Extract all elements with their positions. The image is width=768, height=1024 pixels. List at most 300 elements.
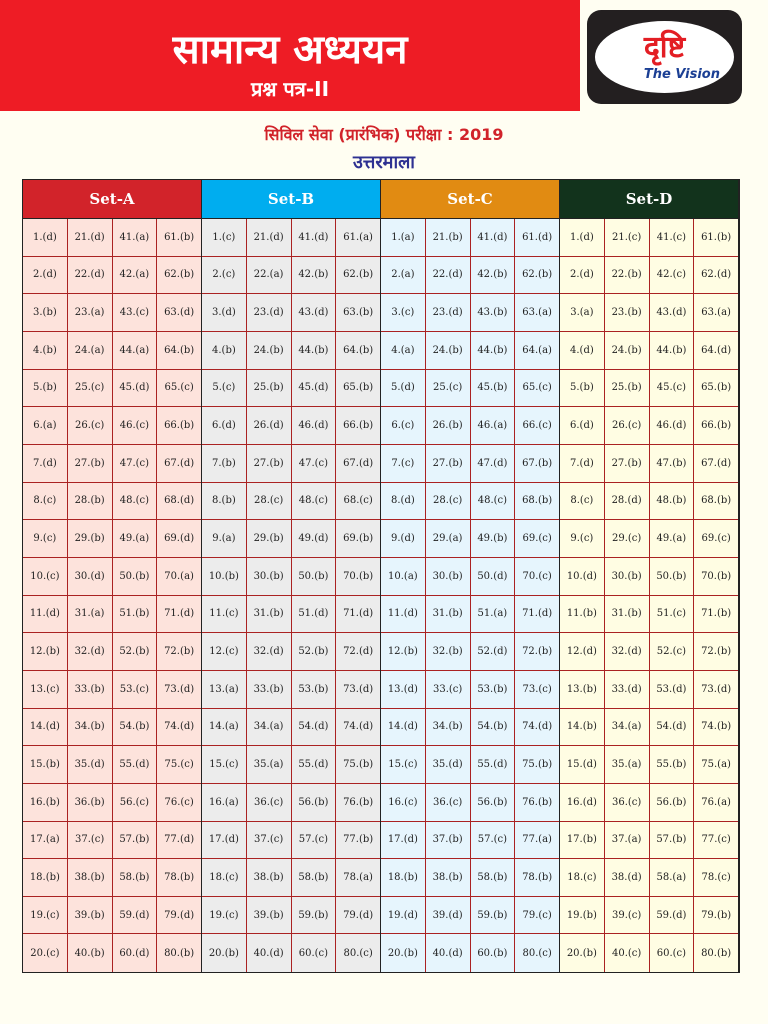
answer-cell: 7.(d): [23, 445, 68, 483]
answer-cell: 55.(d): [113, 746, 158, 784]
answer-cell: 25.(c): [426, 370, 471, 408]
answer-cell: 15.(c): [381, 746, 426, 784]
table-row: [23, 859, 201, 897]
answer-cell: 17.(d): [202, 822, 247, 860]
answer-cell: 31.(b): [605, 596, 650, 634]
answer-cell: 43.(d): [650, 294, 695, 332]
answer-cell: 56.(c): [113, 784, 158, 822]
answer-cell: 24.(b): [247, 332, 292, 370]
answer-cell: 1.(c): [202, 219, 247, 257]
answer-cell: 28.(c): [247, 483, 292, 521]
table-row: [202, 558, 380, 596]
answer-cell: 4.(b): [202, 332, 247, 370]
answer-cell: 55.(d): [292, 746, 337, 784]
answer-cell: 6.(d): [202, 407, 247, 445]
answer-cell: 19.(c): [23, 897, 68, 935]
table-row: [202, 294, 380, 332]
answer-cell: 46.(d): [292, 407, 337, 445]
table-row: [202, 483, 380, 521]
answer-cell: 21.(d): [247, 219, 292, 257]
answer-cell: 72.(d): [336, 633, 380, 671]
answer-cell: 26.(c): [68, 407, 113, 445]
table-row: [381, 784, 559, 822]
table-row: [560, 483, 738, 521]
answer-cell: 76.(b): [515, 784, 559, 822]
answer-cell: 74.(d): [515, 709, 559, 747]
answer-cell: 46.(c): [113, 407, 158, 445]
table-row: [560, 897, 738, 935]
answer-cell: 10.(a): [381, 558, 426, 596]
answer-cell: 6.(c): [381, 407, 426, 445]
table-row: [560, 257, 738, 295]
answer-cell: 37.(c): [247, 822, 292, 860]
answer-cell: 64.(a): [515, 332, 559, 370]
answer-cell: 59.(b): [292, 897, 337, 935]
table-row: [202, 633, 380, 671]
answer-cell: 58.(b): [292, 859, 337, 897]
answer-cell: 57.(c): [292, 822, 337, 860]
answer-cell: 40.(c): [605, 934, 650, 972]
table-row: [381, 407, 559, 445]
answer-cell: 80.(c): [515, 934, 559, 972]
page-subtitle: प्रश्न पत्र-II: [250, 77, 330, 101]
table-row: [23, 483, 201, 521]
answer-cell: 64.(b): [157, 332, 201, 370]
answer-cell: 13.(d): [381, 671, 426, 709]
answer-cell: 41.(a): [113, 219, 158, 257]
table-row: [381, 859, 559, 897]
table-row: [381, 445, 559, 483]
answer-cell: 37.(b): [426, 822, 471, 860]
answer-cell: 51.(b): [113, 596, 158, 634]
answer-cell: 28.(b): [68, 483, 113, 521]
answer-cell: 70.(b): [336, 558, 380, 596]
answer-cell: 19.(d): [381, 897, 426, 935]
table-row: [23, 370, 201, 408]
logo-english-text: The Vision: [643, 67, 720, 82]
table-row: [560, 671, 738, 709]
answer-cell: 66.(b): [694, 407, 738, 445]
answer-cell: 48.(c): [113, 483, 158, 521]
answer-cell: 47.(c): [292, 445, 337, 483]
answer-cell: 49.(a): [650, 520, 695, 558]
answer-cell: 59.(d): [113, 897, 158, 935]
answer-cell: 20.(c): [23, 934, 68, 972]
answer-cell: 30.(d): [68, 558, 113, 596]
answer-cell: 63.(a): [515, 294, 559, 332]
answer-cell: 28.(c): [426, 483, 471, 521]
set-rows: [23, 219, 201, 972]
answer-cell: 24.(a): [68, 332, 113, 370]
answer-cell: 7.(c): [381, 445, 426, 483]
answer-cell: 29.(b): [247, 520, 292, 558]
answer-cell: 10.(c): [23, 558, 68, 596]
answer-cell: 18.(b): [381, 859, 426, 897]
page-title: सामान्य अध्ययन: [172, 27, 408, 73]
answer-cell: 47.(c): [113, 445, 158, 483]
answer-cell: 3.(a): [560, 294, 605, 332]
answer-cell: 60.(d): [113, 934, 158, 972]
answer-cell: 58.(b): [113, 859, 158, 897]
answer-cell: 62.(d): [694, 257, 738, 295]
answer-cell: 3.(d): [202, 294, 247, 332]
answer-cell: 40.(d): [426, 934, 471, 972]
table-row: [23, 445, 201, 483]
answer-cell: 32.(d): [247, 633, 292, 671]
answer-cell: 10.(b): [202, 558, 247, 596]
answer-cell: 62.(b): [157, 257, 201, 295]
table-row: [23, 671, 201, 709]
answer-cell: 53.(c): [113, 671, 158, 709]
answer-cell: 76.(b): [336, 784, 380, 822]
answer-cell: 54.(d): [650, 709, 695, 747]
answer-cell: 14.(a): [202, 709, 247, 747]
answer-cell: 44.(b): [471, 332, 516, 370]
answer-cell: 15.(b): [23, 746, 68, 784]
answer-cell: 32.(d): [605, 633, 650, 671]
answer-cell: 27.(b): [426, 445, 471, 483]
answer-cell: 5.(b): [560, 370, 605, 408]
table-row: [381, 633, 559, 671]
answer-cell: 19.(c): [202, 897, 247, 935]
answer-cell: 45.(d): [292, 370, 337, 408]
answer-cell: 65.(b): [694, 370, 738, 408]
answer-cell: 34.(a): [605, 709, 650, 747]
answer-cell: 80.(b): [157, 934, 201, 972]
answer-cell: 71.(d): [157, 596, 201, 634]
answer-cell: 78.(a): [336, 859, 380, 897]
answer-cell: 58.(a): [650, 859, 695, 897]
answer-cell: 50.(b): [292, 558, 337, 596]
set-column-c: [381, 180, 559, 972]
table-row: [560, 294, 738, 332]
answer-cell: 49.(d): [292, 520, 337, 558]
set-header: Set-D: [560, 180, 738, 219]
answer-cell: 9.(c): [560, 520, 605, 558]
table-row: [23, 257, 201, 295]
answer-cell: 73.(d): [694, 671, 738, 709]
table-row: [560, 709, 738, 747]
table-row: [381, 483, 559, 521]
table-row: [23, 219, 201, 257]
table-row: [202, 219, 380, 257]
answer-cell: 61.(a): [336, 219, 380, 257]
answer-cell: 67.(d): [157, 445, 201, 483]
answer-cell: 67.(d): [336, 445, 380, 483]
table-row: [23, 294, 201, 332]
answer-cell: 79.(b): [694, 897, 738, 935]
answer-cell: 11.(d): [381, 596, 426, 634]
table-row: [381, 897, 559, 935]
answer-cell: 59.(d): [650, 897, 695, 935]
answer-cell: 58.(b): [471, 859, 516, 897]
answer-cell: 42.(b): [292, 257, 337, 295]
answer-cell: 10.(d): [560, 558, 605, 596]
answer-cell: 1.(a): [381, 219, 426, 257]
answer-cell: 22.(b): [605, 257, 650, 295]
table-row: [23, 332, 201, 370]
answer-cell: 22.(a): [247, 257, 292, 295]
answer-cell: 71.(d): [515, 596, 559, 634]
table-row: [202, 332, 380, 370]
answer-cell: 52.(c): [650, 633, 695, 671]
answer-cell: 6.(d): [560, 407, 605, 445]
answer-cell: 75.(c): [157, 746, 201, 784]
answer-cell: 11.(d): [23, 596, 68, 634]
answer-cell: 65.(c): [157, 370, 201, 408]
answer-cell: 33.(b): [68, 671, 113, 709]
answer-cell: 43.(b): [471, 294, 516, 332]
answer-cell: 23.(b): [605, 294, 650, 332]
answer-cell: 24.(b): [605, 332, 650, 370]
answer-cell: 52.(d): [471, 633, 516, 671]
answer-cell: 54.(b): [113, 709, 158, 747]
answer-cell: 77.(b): [336, 822, 380, 860]
answer-cell: 41.(d): [471, 219, 516, 257]
answer-cell: 65.(c): [515, 370, 559, 408]
answer-cell: 71.(b): [694, 596, 738, 634]
answer-cell: 64.(d): [694, 332, 738, 370]
table-row: [202, 445, 380, 483]
answer-cell: 66.(b): [336, 407, 380, 445]
table-row: [23, 520, 201, 558]
table-row: [560, 520, 738, 558]
answer-cell: 35.(d): [426, 746, 471, 784]
answer-cell: 36.(c): [247, 784, 292, 822]
table-row: [381, 219, 559, 257]
answer-cell: 20.(b): [202, 934, 247, 972]
answer-cell: 39.(b): [247, 897, 292, 935]
table-row: [23, 897, 201, 935]
answer-cell: 8.(d): [381, 483, 426, 521]
answer-cell: 62.(b): [515, 257, 559, 295]
set-column-a: [23, 180, 201, 972]
answer-cell: 41.(c): [650, 219, 695, 257]
answer-cell: 31.(a): [68, 596, 113, 634]
answer-cell: 51.(c): [650, 596, 695, 634]
answer-cell: 66.(b): [157, 407, 201, 445]
set-header: Set-A: [23, 180, 201, 219]
answer-cell: 69.(c): [515, 520, 559, 558]
answer-cell: 25.(b): [605, 370, 650, 408]
answer-cell: 42.(b): [471, 257, 516, 295]
answer-cell: 76.(c): [157, 784, 201, 822]
answer-cell: 30.(b): [426, 558, 471, 596]
answer-cell: 7.(d): [560, 445, 605, 483]
answer-cell: 61.(b): [694, 219, 738, 257]
answer-cell: 13.(a): [202, 671, 247, 709]
answer-cell: 35.(d): [68, 746, 113, 784]
answer-cell: 73.(d): [157, 671, 201, 709]
answer-cell: 61.(b): [157, 219, 201, 257]
answer-cell: 7.(b): [202, 445, 247, 483]
answer-cell: 57.(c): [471, 822, 516, 860]
table-row: [381, 558, 559, 596]
answer-cell: 12.(b): [23, 633, 68, 671]
table-row: [23, 746, 201, 784]
answer-cell: 21.(d): [68, 219, 113, 257]
answer-cell: 53.(d): [650, 671, 695, 709]
answer-cell: 60.(c): [650, 934, 695, 972]
table-row: [381, 822, 559, 860]
table-row: [560, 784, 738, 822]
answer-cell: 76.(a): [694, 784, 738, 822]
exam-title: सिविल सेवा (प्रारंभिक) परीक्षा : 2019: [264, 125, 504, 144]
answer-cell: 42.(c): [650, 257, 695, 295]
set-column-d: [560, 180, 738, 972]
table-row: [202, 934, 380, 972]
logo-oval: [595, 21, 734, 93]
answer-cell: 5.(d): [381, 370, 426, 408]
answer-cell: 18.(c): [202, 859, 247, 897]
answer-cell: 55.(d): [471, 746, 516, 784]
answer-cell: 47.(b): [650, 445, 695, 483]
table-row: [560, 633, 738, 671]
answer-cell: 78.(c): [694, 859, 738, 897]
answer-cell: 72.(b): [515, 633, 559, 671]
answer-cell: 61.(d): [515, 219, 559, 257]
answer-cell: 38.(d): [605, 859, 650, 897]
answer-cell: 70.(c): [515, 558, 559, 596]
answer-cell: 69.(b): [336, 520, 380, 558]
answer-cell: 4.(a): [381, 332, 426, 370]
answer-cell: 26.(d): [247, 407, 292, 445]
answer-cell: 60.(b): [471, 934, 516, 972]
answer-cell: 49.(a): [113, 520, 158, 558]
table-row: [202, 370, 380, 408]
answer-cell: 57.(b): [650, 822, 695, 860]
answer-cell: 1.(d): [560, 219, 605, 257]
answer-cell: 16.(c): [381, 784, 426, 822]
answer-cell: 51.(a): [471, 596, 516, 634]
table-row: [381, 934, 559, 972]
answer-cell: 17.(d): [381, 822, 426, 860]
table-row: [202, 784, 380, 822]
answer-cell: 55.(b): [650, 746, 695, 784]
answer-cell: 12.(d): [560, 633, 605, 671]
answer-cell: 63.(b): [336, 294, 380, 332]
set-rows: [202, 219, 380, 972]
answer-cell: 52.(b): [113, 633, 158, 671]
answer-cell: 8.(c): [560, 483, 605, 521]
answer-cell: 74.(d): [157, 709, 201, 747]
answer-cell: 48.(c): [292, 483, 337, 521]
table-row: [202, 596, 380, 634]
answer-cell: 23.(a): [68, 294, 113, 332]
table-row: [202, 897, 380, 935]
table-row: [560, 332, 738, 370]
answer-cell: 63.(d): [157, 294, 201, 332]
answer-cell: 39.(d): [426, 897, 471, 935]
answer-cell: 28.(d): [605, 483, 650, 521]
table-row: [202, 859, 380, 897]
table-row: [560, 558, 738, 596]
answer-cell: 11.(c): [202, 596, 247, 634]
table-row: [560, 859, 738, 897]
answer-cell: 9.(d): [381, 520, 426, 558]
answer-cell: 18.(c): [560, 859, 605, 897]
answer-cell: 23.(d): [426, 294, 471, 332]
table-row: [23, 784, 201, 822]
answer-cell: 53.(b): [471, 671, 516, 709]
answer-cell: 44.(a): [113, 332, 158, 370]
answer-cell: 12.(c): [202, 633, 247, 671]
table-row: [23, 558, 201, 596]
answer-cell: 40.(b): [68, 934, 113, 972]
answer-cell: 62.(b): [336, 257, 380, 295]
answer-cell: 15.(d): [560, 746, 605, 784]
answer-cell: 31.(b): [426, 596, 471, 634]
answer-cell: 36.(b): [68, 784, 113, 822]
table-row: [23, 934, 201, 972]
answer-cell: 66.(c): [515, 407, 559, 445]
table-row: [560, 596, 738, 634]
drishti-logo: [587, 10, 742, 104]
answer-cell: 23.(d): [247, 294, 292, 332]
table-row: [23, 633, 201, 671]
answer-cell: 4.(b): [23, 332, 68, 370]
answer-cell: 79.(d): [157, 897, 201, 935]
answer-cell: 67.(b): [515, 445, 559, 483]
title-banner: [0, 0, 580, 111]
answer-cell: 3.(c): [381, 294, 426, 332]
table-row: [381, 596, 559, 634]
answer-cell: 29.(b): [68, 520, 113, 558]
answer-cell: 30.(b): [247, 558, 292, 596]
answer-cell: 20.(b): [560, 934, 605, 972]
answer-cell: 48.(c): [471, 483, 516, 521]
answer-cell: 56.(b): [650, 784, 695, 822]
answer-cell: 75.(b): [336, 746, 380, 784]
answer-cell: 73.(d): [336, 671, 380, 709]
answer-cell: 45.(c): [650, 370, 695, 408]
answer-cell: 22.(d): [68, 257, 113, 295]
table-row: [202, 257, 380, 295]
answer-cell: 20.(b): [381, 934, 426, 972]
answer-cell: 48.(b): [650, 483, 695, 521]
table-row: [560, 407, 738, 445]
answer-cell: 2.(d): [23, 257, 68, 295]
answer-cell: 68.(d): [157, 483, 201, 521]
answer-cell: 47.(d): [471, 445, 516, 483]
answer-cell: 29.(a): [426, 520, 471, 558]
answer-cell: 26.(b): [426, 407, 471, 445]
answer-cell: 54.(d): [292, 709, 337, 747]
answer-cell: 77.(d): [157, 822, 201, 860]
answer-cell: 4.(d): [560, 332, 605, 370]
answer-cell: 13.(b): [560, 671, 605, 709]
answer-cell: 46.(d): [650, 407, 695, 445]
answer-cell: 60.(c): [292, 934, 337, 972]
table-row: [560, 370, 738, 408]
answer-cell: 2.(d): [560, 257, 605, 295]
answer-cell: 64.(b): [336, 332, 380, 370]
answer-cell: 33.(c): [426, 671, 471, 709]
answer-cell: 12.(b): [381, 633, 426, 671]
answer-cell: 53.(b): [292, 671, 337, 709]
table-row: [202, 822, 380, 860]
answer-cell: 50.(b): [113, 558, 158, 596]
answer-cell: 14.(d): [23, 709, 68, 747]
answer-cell: 27.(b): [247, 445, 292, 483]
answer-cell: 16.(b): [23, 784, 68, 822]
table-row: [560, 934, 738, 972]
table-row: [381, 294, 559, 332]
answer-cell: 51.(d): [292, 596, 337, 634]
answer-cell: 13.(c): [23, 671, 68, 709]
answer-cell: 37.(a): [605, 822, 650, 860]
answer-cell: 6.(a): [23, 407, 68, 445]
